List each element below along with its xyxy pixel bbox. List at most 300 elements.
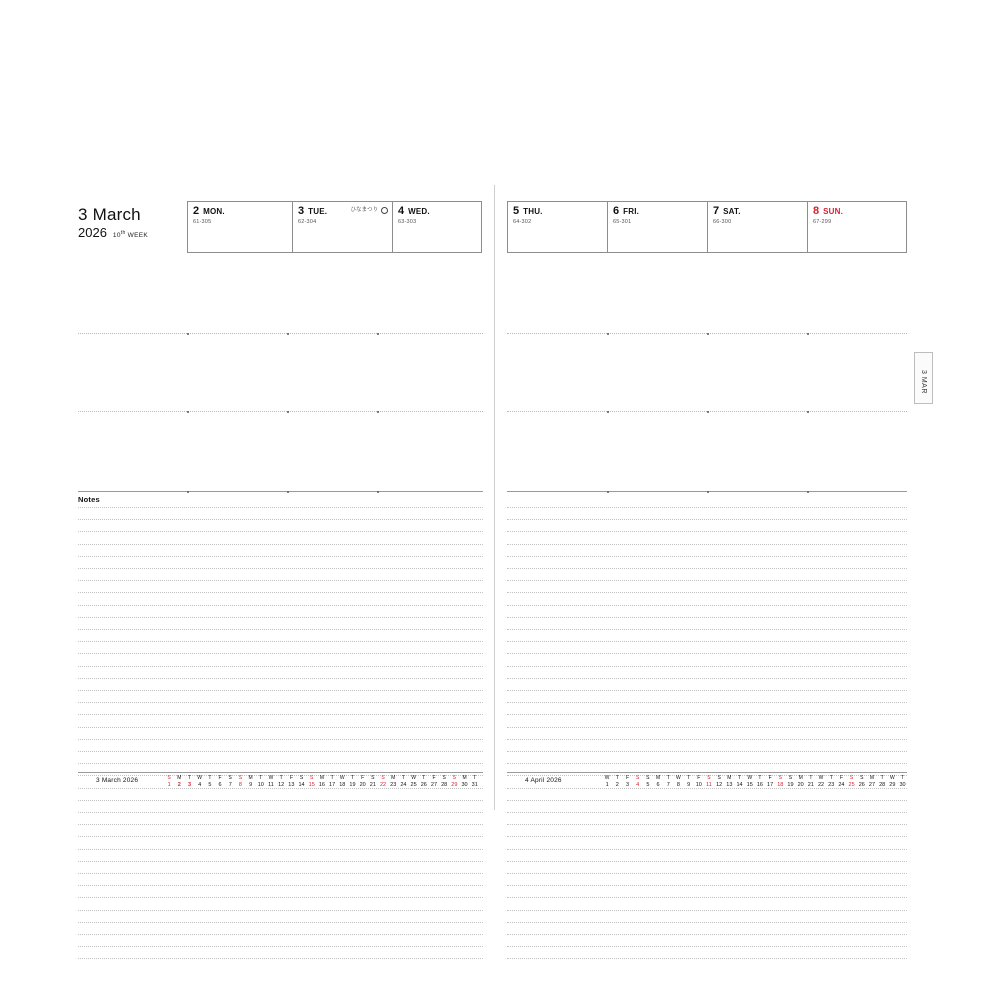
right-day-rule-1 [507, 333, 907, 334]
mini-calendar-day[interactable] [296, 775, 306, 789]
mini-calendar-dow: W [604, 775, 610, 781]
note-line[interactable] [507, 556, 907, 557]
mini-calendar-date: 26 [858, 782, 865, 788]
day-number-fri: 6 [613, 205, 620, 217]
mini-calendar-day[interactable] [602, 775, 612, 789]
side-index-tab[interactable] [914, 352, 933, 404]
note-line[interactable] [507, 861, 907, 862]
mini-calendar-day[interactable] [643, 775, 653, 789]
mini-calendar-day[interactable] [164, 775, 174, 789]
mini-calendar-day[interactable] [184, 775, 194, 789]
note-line[interactable] [78, 702, 483, 703]
mini-calendar-date: 9 [249, 782, 253, 788]
mini-calendar-date: 19 [787, 782, 794, 788]
day-top-mon [193, 206, 287, 217]
right-notes-divider [507, 491, 907, 492]
mini-calendar-date: 24 [400, 782, 407, 788]
mini-calendar-dow: W [818, 775, 824, 781]
mini-calendar-dow: T [666, 775, 670, 781]
note-line[interactable] [507, 690, 907, 691]
day-cell-fri[interactable] [607, 201, 707, 253]
mini-calendar-day[interactable] [734, 775, 744, 789]
left-page [62, 185, 495, 810]
mini-calendar-date: 27 [868, 782, 876, 788]
day-name-thu: THU. [523, 207, 543, 216]
note-line[interactable] [78, 836, 483, 837]
note-line[interactable] [78, 690, 483, 691]
note-line[interactable] [78, 751, 483, 752]
mini-calendar-date: 10 [257, 782, 264, 788]
mini-calendar-date: 18 [777, 782, 784, 788]
note-line[interactable] [507, 580, 907, 581]
right-page [497, 185, 917, 810]
note-line[interactable] [78, 519, 483, 520]
mini-calendar-date: 11 [268, 782, 274, 788]
day-cell-mon[interactable] [187, 201, 292, 253]
mini-calendar-day[interactable] [663, 775, 673, 789]
footer-divider [78, 772, 483, 773]
day-name-fri: FRI. [623, 207, 640, 216]
mini-calendar-day[interactable] [276, 775, 286, 789]
mini-calendar-date: 22 [817, 782, 825, 788]
day-name-wed: WED. [408, 207, 430, 216]
mini-calendar-dow: S [788, 775, 793, 781]
note-line[interactable] [78, 824, 483, 825]
mini-calendar-day[interactable] [368, 775, 378, 789]
mini-calendar-dow: T [473, 775, 477, 781]
day-name-tue: TUE. [308, 207, 328, 216]
footer-month-label: 4 April 2026 [525, 777, 562, 784]
right-footer [507, 772, 907, 798]
day-number-wed: 4 [398, 205, 405, 217]
mini-calendar-date: 15 [308, 782, 315, 788]
mini-calendar-date: 30 [461, 782, 468, 788]
notes-divider [78, 491, 483, 492]
note-line[interactable] [78, 592, 483, 593]
day-top-fri [613, 206, 702, 217]
note-line[interactable] [507, 885, 907, 886]
note-line[interactable] [507, 934, 907, 935]
mini-calendar-dow: M [655, 775, 661, 781]
mini-calendar-day[interactable] [724, 775, 734, 789]
rule-tick [287, 411, 289, 413]
note-line[interactable] [78, 897, 483, 898]
mini-calendar-day[interactable] [867, 775, 877, 789]
day-name-sun: SUN. [823, 207, 844, 216]
mini-calendar-dow: W [268, 775, 274, 781]
note-line[interactable] [507, 897, 907, 898]
note-line[interactable] [78, 544, 483, 545]
day-ordinal-wed: 63-303 [398, 219, 417, 225]
mini-calendar-day[interactable] [459, 775, 469, 789]
mini-calendar-day[interactable] [857, 775, 867, 789]
mini-calendar-date: 13 [726, 782, 733, 788]
day-ordinal-mon: 61-305 [193, 219, 212, 225]
mini-calendar-date: 29 [889, 782, 896, 788]
note-line[interactable] [78, 763, 483, 764]
note-line[interactable] [78, 727, 483, 728]
mini-calendar-dow: M [177, 775, 182, 781]
mini-calendar-date: 28 [441, 782, 448, 788]
day-number-sun: 8 [813, 205, 820, 217]
note-line[interactable] [78, 861, 483, 862]
mini-calendar-day[interactable] [612, 775, 622, 789]
mini-calendar-dow: W [747, 775, 753, 781]
note-line[interactable] [78, 617, 483, 618]
mini-calendar-day[interactable] [816, 775, 826, 789]
mini-calendar-date: 7 [228, 782, 232, 788]
mini-calendar-day[interactable] [235, 775, 245, 789]
mini-calendar-day[interactable] [307, 775, 317, 789]
day-number-tue: 3 [298, 205, 305, 217]
rule-tick [187, 411, 189, 413]
mini-calendar-dow: W [339, 775, 345, 781]
day-ordinal-fri: 65-301 [613, 219, 632, 225]
mini-calendar-dow: F [697, 775, 701, 781]
mini-calendar-day[interactable] [653, 775, 663, 789]
rule-tick [377, 491, 379, 493]
mini-calendar-dow: W [197, 775, 203, 781]
mini-calendar-date: 17 [329, 782, 336, 788]
mini-calendar-day[interactable] [622, 775, 632, 789]
mini-calendar-day[interactable] [806, 775, 816, 789]
rule-tick [187, 491, 189, 493]
mini-calendar-day[interactable] [409, 775, 419, 789]
note-line[interactable] [507, 873, 907, 874]
mini-calendar-day[interactable] [785, 775, 795, 789]
mini-calendar-date: 8 [238, 782, 242, 788]
note-line[interactable] [78, 910, 483, 911]
mini-calendar-day[interactable] [266, 775, 276, 789]
rule-tick [607, 491, 609, 493]
note-line[interactable] [507, 653, 907, 654]
mini-calendar-day[interactable] [347, 775, 357, 789]
note-line[interactable] [507, 507, 907, 508]
mini-calendar-day[interactable] [337, 775, 347, 789]
mini-calendar-dow: T [880, 775, 884, 781]
day-number-mon: 2 [193, 205, 200, 217]
mini-calendar-date: 4 [198, 782, 202, 788]
note-line[interactable] [507, 592, 907, 593]
note-line[interactable] [507, 617, 907, 618]
mini-calendar-date: 12 [716, 782, 723, 788]
day-cell-thu[interactable] [507, 201, 607, 253]
note-line[interactable] [507, 739, 907, 740]
holiday-note-tue: ひなまつり [350, 207, 378, 213]
mini-calendar-march[interactable] [164, 775, 480, 789]
mini-calendar-day[interactable] [826, 775, 836, 789]
mini-calendar-dow: S [646, 775, 650, 781]
day-ordinal-sat: 66-300 [713, 219, 732, 225]
mini-calendar-day[interactable] [897, 775, 907, 789]
rule-tick [807, 411, 809, 413]
note-line[interactable] [78, 653, 483, 654]
note-line[interactable] [507, 714, 907, 715]
mini-calendar-date: 19 [349, 782, 356, 788]
note-line[interactable] [507, 544, 907, 545]
note-line[interactable] [507, 605, 907, 606]
note-line[interactable] [507, 922, 907, 923]
mini-calendar-dow: S [310, 775, 314, 781]
note-line[interactable] [507, 836, 907, 837]
note-line[interactable] [78, 605, 483, 606]
mini-calendar-dow: T [758, 775, 762, 781]
note-line[interactable] [78, 958, 483, 959]
mini-calendar-day[interactable] [745, 775, 755, 789]
note-line[interactable] [78, 507, 483, 508]
mini-calendar-date: 20 [797, 782, 804, 788]
mini-calendar-day[interactable] [704, 775, 714, 789]
day-top-wed [398, 206, 476, 217]
note-line[interactable] [507, 568, 907, 569]
mini-calendar-date: 8 [676, 782, 680, 788]
note-line[interactable] [78, 873, 483, 874]
note-line[interactable] [507, 727, 907, 728]
left-footer [78, 772, 483, 798]
mini-calendar-date: 13 [288, 782, 295, 788]
mini-calendar-date: 15 [746, 782, 753, 788]
note-line[interactable] [78, 678, 483, 679]
note-line[interactable] [507, 666, 907, 667]
mini-calendar-date: 20 [359, 782, 366, 788]
mini-calendar-date: 17 [767, 782, 774, 788]
mini-calendar-dow: T [738, 775, 742, 781]
note-line[interactable] [78, 800, 483, 801]
mini-calendar-day[interactable] [225, 775, 235, 789]
mini-calendar-dow: S [452, 775, 457, 781]
mini-calendar-dow: S [707, 775, 711, 781]
rule-tick [807, 333, 809, 335]
note-line[interactable] [78, 629, 483, 630]
note-line[interactable] [507, 678, 907, 679]
mini-calendar-date: 9 [687, 782, 691, 788]
rule-tick [607, 333, 609, 335]
page-title: 3 March [78, 205, 141, 224]
note-line[interactable] [507, 824, 907, 825]
note-line[interactable] [78, 641, 483, 642]
day-ordinal-sun: 67-299 [813, 219, 832, 225]
footer-month-label: 3 March 2026 [96, 777, 139, 784]
rule-tick [607, 411, 609, 413]
mini-calendar-day[interactable] [633, 775, 643, 789]
mini-calendar-day[interactable] [195, 775, 205, 789]
day-ordinal-thu: 64-302 [513, 219, 532, 225]
day-cell-sat[interactable] [707, 201, 807, 253]
mini-calendar-day[interactable] [429, 775, 439, 789]
mini-calendar-date: 21 [807, 782, 814, 788]
mini-calendar-dow: F [768, 775, 772, 781]
moon-phase-icon [381, 207, 388, 214]
mini-calendar-dow: T [615, 775, 619, 781]
note-line[interactable] [507, 641, 907, 642]
mini-calendar-date: 10 [695, 782, 702, 788]
rule-tick [187, 333, 189, 335]
note-line[interactable] [78, 812, 483, 813]
mini-calendar-dow: T [259, 775, 263, 781]
mini-calendar-day[interactable] [796, 775, 806, 789]
mini-calendar-dow: F [361, 775, 365, 781]
mini-calendar-day[interactable] [877, 775, 887, 789]
mini-calendar-date: 26 [420, 782, 427, 788]
mini-calendar-day[interactable] [286, 775, 296, 789]
mini-calendar-date: 27 [430, 782, 438, 788]
mini-calendar-date: 23 [828, 782, 835, 788]
mini-calendar-date: 30 [899, 782, 906, 788]
mini-calendar-dow: T [330, 775, 334, 781]
mini-calendar-dow: T [279, 775, 283, 781]
note-line[interactable] [507, 702, 907, 703]
mini-calendar-day[interactable] [755, 775, 765, 789]
rule-tick [807, 491, 809, 493]
mini-calendar-day[interactable] [215, 775, 225, 789]
mini-calendar-dow: S [635, 775, 640, 781]
mini-calendar-day[interactable] [887, 775, 897, 789]
mini-calendar-day[interactable] [470, 775, 480, 789]
note-line[interactable] [507, 763, 907, 764]
note-line[interactable] [507, 958, 907, 959]
mini-calendar-day[interactable] [327, 775, 337, 789]
mini-calendar-day[interactable] [317, 775, 327, 789]
right-day-rule-2 [507, 411, 907, 412]
mini-calendar-dow: S [228, 775, 232, 781]
mini-calendar-date: 5 [646, 782, 650, 788]
mini-calendar-day[interactable] [358, 775, 368, 789]
day-name-sat: SAT. [723, 207, 741, 216]
mini-calendar-day[interactable] [449, 775, 459, 789]
mini-calendar-day[interactable] [714, 775, 724, 789]
mini-calendar-dow: S [167, 775, 171, 781]
mini-calendar-date: 6 [218, 782, 222, 788]
mini-calendar-dow: M [798, 775, 803, 781]
day-number-thu: 5 [513, 205, 520, 217]
mini-calendar-day[interactable] [836, 775, 846, 789]
note-line[interactable] [507, 519, 907, 520]
mini-calendar-day[interactable] [246, 775, 256, 789]
day-number-sat: 7 [713, 205, 720, 217]
mini-calendar-day[interactable] [378, 775, 388, 789]
note-line[interactable] [507, 800, 907, 801]
note-line[interactable] [78, 934, 483, 935]
mini-calendar-dow: S [778, 775, 782, 781]
note-line[interactable] [78, 885, 483, 886]
mini-calendar-date: 25 [410, 782, 417, 788]
mini-calendar-date: 29 [451, 782, 458, 788]
note-line[interactable] [78, 739, 483, 740]
left-day-rule-2 [78, 411, 483, 412]
mini-calendar-dow: S [849, 775, 854, 781]
mini-calendar-dow: S [860, 775, 864, 781]
mini-calendar-day[interactable] [847, 775, 857, 789]
month-title-block [78, 205, 196, 240]
mini-calendar-dow: T [687, 775, 691, 781]
note-line[interactable] [78, 580, 483, 581]
mini-calendar-day[interactable] [684, 775, 694, 789]
note-line[interactable] [78, 946, 483, 947]
mini-calendar-dow: F [432, 775, 436, 781]
mini-calendar-dow: W [889, 775, 895, 781]
mini-calendar-date: 5 [208, 782, 212, 788]
mini-calendar-dow: F [839, 775, 843, 781]
note-line[interactable] [78, 666, 483, 667]
mini-calendar-dow: W [411, 775, 416, 781]
day-cell-tue[interactable] [292, 201, 392, 253]
mini-calendar-day[interactable] [775, 775, 785, 789]
mini-calendar-date: 2 [615, 782, 619, 788]
mini-calendar-day[interactable] [174, 775, 184, 789]
mini-calendar-dow: T [401, 775, 405, 781]
mini-calendar-day[interactable] [419, 775, 429, 789]
mini-calendar-day[interactable] [205, 775, 215, 789]
mini-calendar-date: 22 [379, 782, 387, 788]
left-day-header-row [187, 201, 482, 253]
mini-calendar-dow: T [208, 775, 212, 781]
mini-calendar-dow: F [289, 775, 293, 781]
mini-calendar-day[interactable] [256, 775, 266, 789]
mini-calendar-day[interactable] [439, 775, 449, 789]
note-line[interactable] [78, 556, 483, 557]
mini-calendar-dow: S [299, 775, 304, 781]
mini-calendar-date: 23 [390, 782, 397, 788]
mini-calendar-dow: F [625, 775, 629, 781]
day-top-thu [513, 206, 602, 217]
mini-calendar-date: 28 [879, 782, 886, 788]
mini-calendar-date: 11 [706, 782, 712, 788]
note-line[interactable] [507, 946, 907, 947]
mini-calendar-date: 16 [318, 782, 325, 788]
note-line[interactable] [507, 910, 907, 911]
day-top-sat [713, 206, 802, 217]
mini-calendar-day[interactable] [694, 775, 704, 789]
mini-calendar-date: 3 [625, 782, 629, 788]
note-line[interactable] [507, 751, 907, 752]
note-line[interactable] [78, 922, 483, 923]
mini-calendar-april[interactable] [602, 775, 908, 789]
rule-tick [377, 411, 379, 413]
note-line[interactable] [78, 849, 483, 850]
notes-label: Notes [78, 495, 100, 504]
mini-calendar-day[interactable] [673, 775, 683, 789]
rule-tick [707, 491, 709, 493]
note-line[interactable] [78, 531, 483, 532]
side-index-tab-label: 3 MAR [920, 370, 927, 394]
note-line[interactable] [78, 568, 483, 569]
mini-calendar-dow: F [218, 775, 222, 781]
mini-calendar-day[interactable] [398, 775, 408, 789]
rule-tick [287, 333, 289, 335]
year-week-row [78, 225, 196, 240]
mini-calendar-date: 14 [298, 782, 305, 788]
note-line[interactable] [507, 531, 907, 532]
mini-calendar-dow: M [462, 775, 467, 781]
day-name-mon: MON. [203, 207, 225, 216]
note-line[interactable] [507, 849, 907, 850]
mini-calendar-dow: T [809, 775, 813, 781]
mini-calendar-dow: M [869, 775, 875, 781]
mini-calendar-day[interactable] [388, 775, 398, 789]
mini-calendar-day[interactable] [765, 775, 775, 789]
day-cell-sun[interactable] [807, 201, 907, 253]
note-line[interactable] [507, 812, 907, 813]
mini-calendar-date: 14 [736, 782, 743, 788]
right-day-header-row [507, 201, 907, 253]
note-line[interactable] [507, 629, 907, 630]
mini-calendar-date: 2 [177, 782, 181, 788]
day-cell-wed[interactable] [392, 201, 482, 253]
mini-calendar-date: 3 [187, 782, 191, 788]
note-line[interactable] [78, 714, 483, 715]
mini-calendar-dow: S [381, 775, 385, 781]
mini-calendar-date: 18 [339, 782, 346, 788]
